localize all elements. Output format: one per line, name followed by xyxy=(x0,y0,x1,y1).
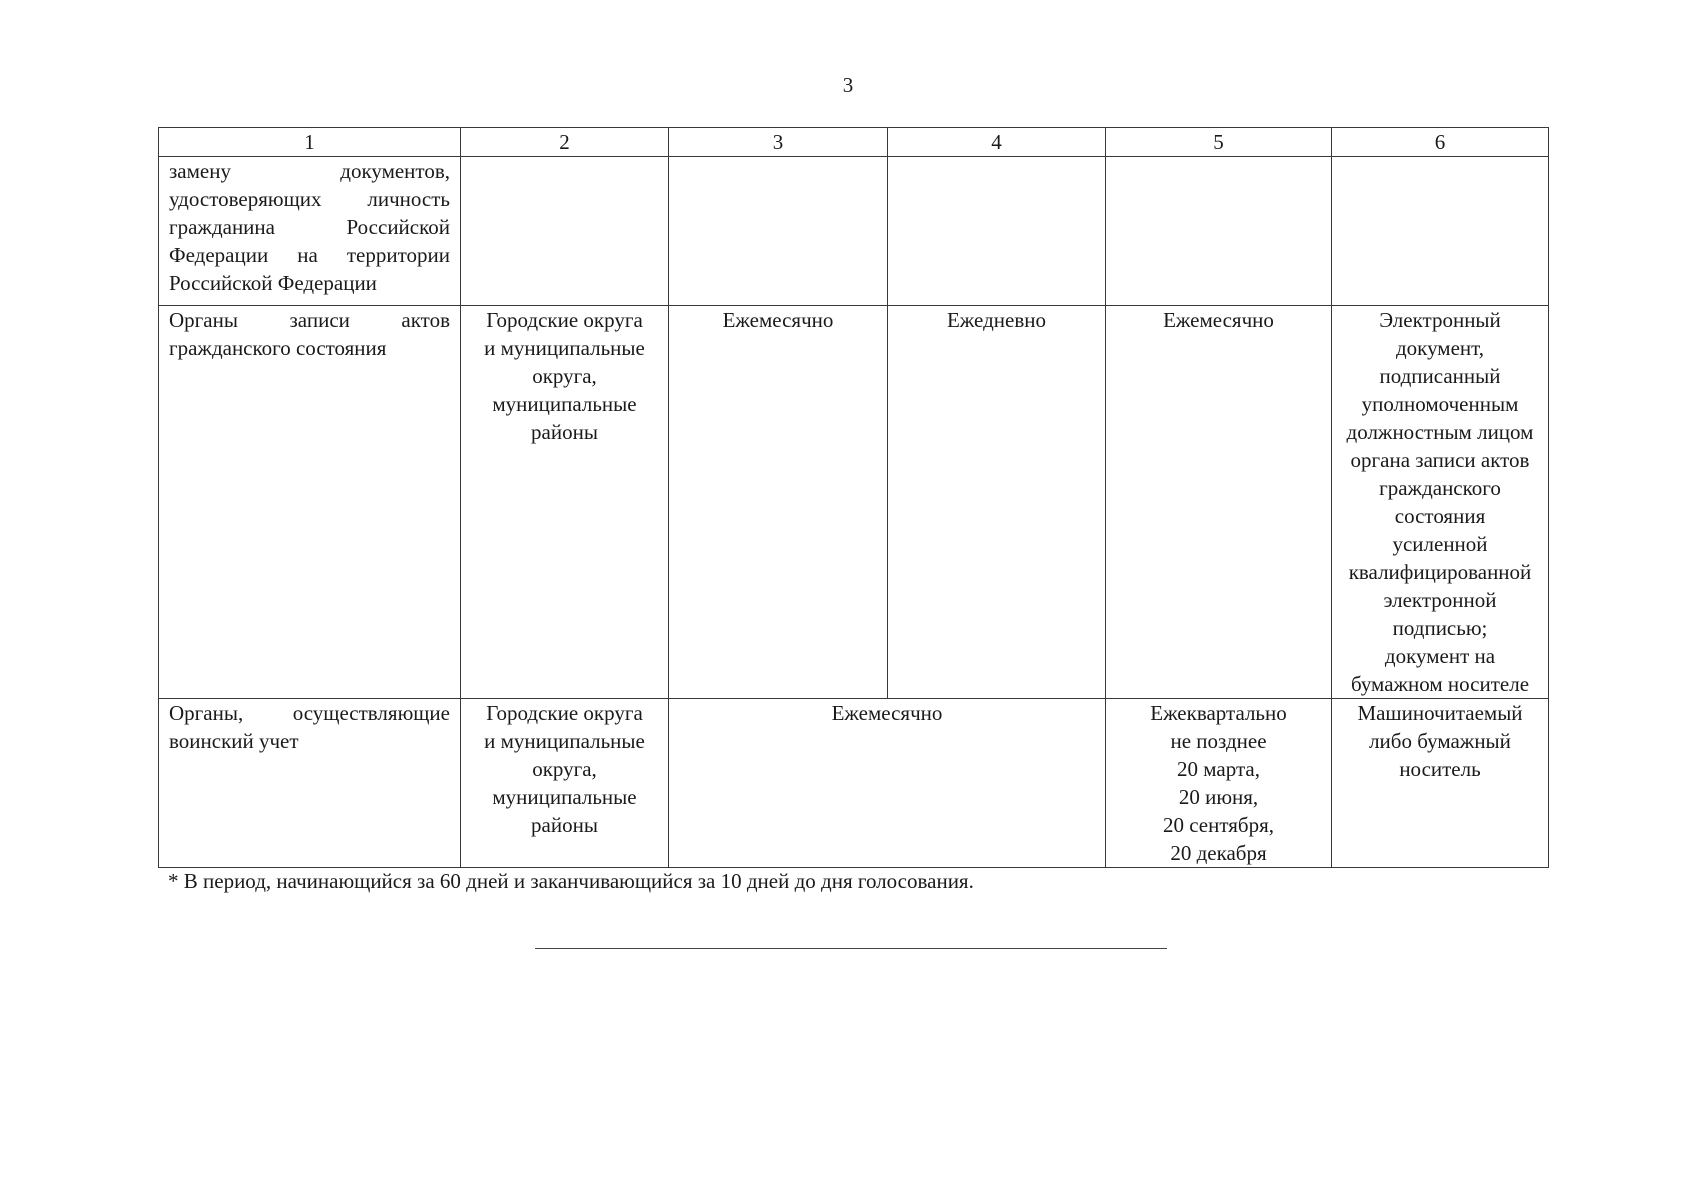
row2-col6-line: Электронный xyxy=(1379,308,1501,332)
row2-col6-line: уполномоченным xyxy=(1361,392,1519,416)
row2-col2-cell xyxy=(461,306,669,699)
row1-col1-cell: замену документов, удостоверяющих личность гражданина Российской Федерации на территории Российской Федерации xyxy=(159,157,461,306)
row3-col2-line: Городские округа xyxy=(486,701,643,725)
end-divider-line xyxy=(535,948,1167,949)
header-cell-6: 6 xyxy=(1332,128,1549,157)
row2-col6-line: усиленной xyxy=(1392,532,1488,556)
row1-col5-cell xyxy=(1106,157,1332,306)
row2-col2-line: Городские округа xyxy=(486,308,643,332)
row2-col6-line: подписью; xyxy=(1392,616,1488,640)
header-cell-2: 2 xyxy=(461,128,669,157)
row2-col6-line: должностным лицом xyxy=(1346,420,1534,444)
row3-col5-line: Ежеквартально xyxy=(1150,701,1287,725)
table-row xyxy=(159,157,1549,306)
header-cell-3: 3 xyxy=(669,128,888,157)
row2-col3-cell: Ежемесячно xyxy=(669,306,888,699)
row3-col6-line: носитель xyxy=(1399,757,1481,781)
row2-col6-line: документ, xyxy=(1395,336,1484,360)
row2-col6-line: состояния xyxy=(1394,504,1486,528)
footnote: * В период, начинающийся за 60 дней и заканчивающийся за 10 дней до дня голосования. xyxy=(168,869,974,893)
row2-col6-line: квалифицированной xyxy=(1348,560,1532,584)
row3-col1-cell: Органы, осуществляющие воинский учет xyxy=(159,699,461,868)
row2-col6-line: электронной xyxy=(1383,588,1497,612)
row3-col2-line: округа, xyxy=(532,757,597,781)
row2-col6-line: гражданского xyxy=(1379,476,1501,500)
row3-col2-line: районы xyxy=(531,813,598,837)
table-row xyxy=(159,306,1549,699)
table-row xyxy=(159,699,1549,868)
header-cell-4: 4 xyxy=(888,128,1106,157)
row3-col5-line: не позднее xyxy=(1170,729,1267,753)
row2-col2-line: округа, xyxy=(532,364,597,388)
row1-col2-cell xyxy=(461,157,669,306)
row1-col6-cell xyxy=(1332,157,1549,306)
row3-col5-line: 20 сентября, xyxy=(1162,813,1275,837)
row3-col5-line: 20 июня, xyxy=(1178,785,1259,809)
row2-col6-line: бумажном носителе xyxy=(1350,672,1530,696)
data-table xyxy=(158,127,1549,868)
row3-col5-line: 20 марта, xyxy=(1177,757,1260,781)
header-cell-5: 5 xyxy=(1106,128,1332,157)
row2-col2-line: и муниципальные xyxy=(484,336,645,360)
header-cell-1: 1 xyxy=(159,128,461,157)
row3-col5-line: 20 декабря xyxy=(1170,841,1267,865)
row1-col4-cell xyxy=(888,157,1106,306)
row3-col3-4-merged-cell: Ежемесячно xyxy=(669,699,1106,868)
row3-col2-line: и муниципальные xyxy=(484,729,645,753)
row3-col5-cell xyxy=(1106,699,1332,868)
row3-col2-cell xyxy=(461,699,669,868)
page-number: 3 xyxy=(842,73,854,97)
row2-col6-line: подписанный xyxy=(1379,364,1501,388)
row2-col6-line: документ на xyxy=(1384,644,1496,668)
row2-col1-cell: Органы записи актов гражданского состояния xyxy=(159,306,461,699)
row2-col2-line: муниципальные xyxy=(492,392,637,416)
row2-col2-line: районы xyxy=(531,420,598,444)
table-header-row xyxy=(159,128,1549,157)
row1-col3-cell xyxy=(669,157,888,306)
row2-col6-cell xyxy=(1332,306,1549,699)
row3-col6-cell xyxy=(1332,699,1549,868)
row3-col6-line: Машиночитаемый xyxy=(1357,701,1523,725)
row3-col2-line: муниципальные xyxy=(492,785,637,809)
row3-col6-line: либо бумажный xyxy=(1369,729,1511,753)
row2-col6-line: органа записи актов xyxy=(1350,448,1530,472)
row2-col5-cell: Ежемесячно xyxy=(1106,306,1332,699)
row2-col4-cell: Ежедневно xyxy=(888,306,1106,699)
